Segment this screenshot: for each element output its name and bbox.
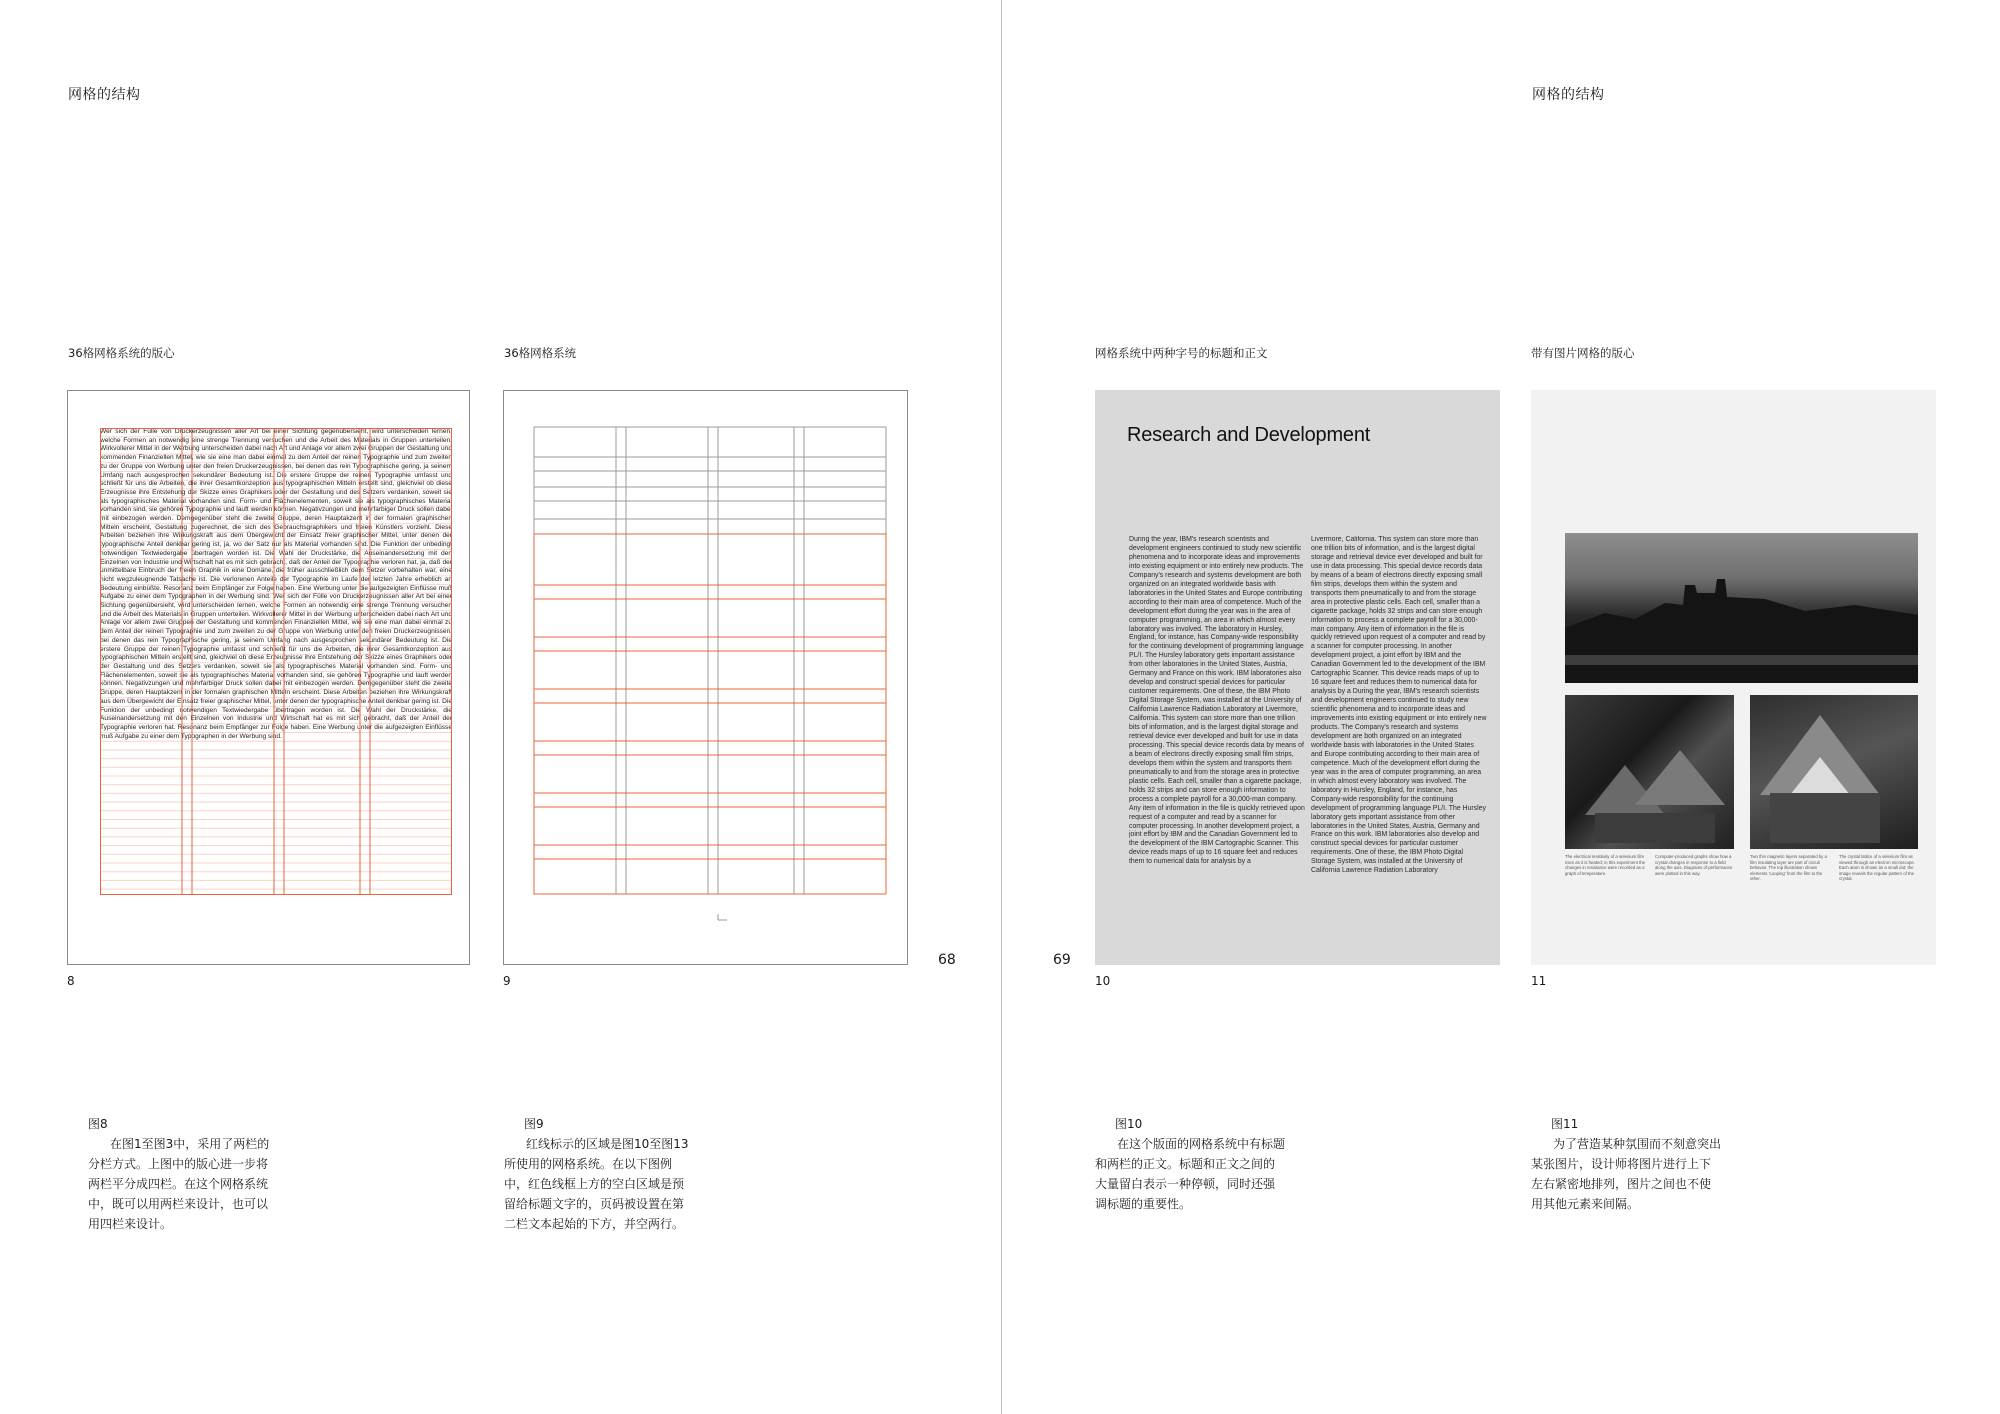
figure-11 — [1531, 390, 1936, 965]
note-fig8-text: 在图1至图3中，采用了两栏的分栏方式。上图中的版心进一步将两栏平分成四栏。在这个网格系统中，既可以用两栏来设计，也可以用四栏来设计。 — [88, 1137, 270, 1231]
fig9-grid-diagram — [504, 391, 909, 966]
fig10-title: 网格系统中两种字号的标题和正文 — [1095, 346, 1268, 360]
fig8-number: 8 — [67, 974, 75, 988]
running-head-left: 网格的结构 — [68, 87, 141, 103]
fig10-column-1: During the year, IBM's research scientists and development engineers continued to study new scientific phenomena and to incorporate ideas and improvements into existing equipment or into entirely new products. The Company's research and systems development are both organized on an integrated worldwide basis with laboratories in the United States and Europe contributing according to their main area of competence. Much of the development effort during the year was in the area of computer programming, an area in which almost every laboratory was involved. The laboratory in Hursley, England, for instance, has Company-wide responsibility for the continuing development of programming language PL/I. The Hursley laboratory gets important assistance from other laboratories in the United States, Austria, Germany and France on this work. IBM laboratories also develop and construct special devices for particular customer requirements. One of these, the IBM Photo Digital Storage System, was installed at the University of California Lawrence Radiation Laboratory at Livermore, California. This system can store more than one trillion bits of information, and is the largest digital storage and retrieval device ever developed and built for use in data processing. This special device records data by means of a beam of electrons directly exposing small film strips, develops them within the system and transports them pneumatically to and from the storage area in protective plastic cells. Each cell, smaller than a cigarette package, holds 32 strips and can store enough information to process a complete payroll for a 30,000-man company. Any item of information in the file is quickly retrieved upon request of a computer and read by a scanner for computer processing. In another development project, a joint effort by IBM and the Canadian Government led to the development of the IBM Cartographic Scanner. This device reads maps of up to 16 square feet and reduces them to numerical data for analysis by a — [1129, 536, 1305, 866]
fig10-number: 10 — [1095, 974, 1111, 988]
fig8-grid-overlay — [100, 428, 452, 895]
figure-8 — [67, 390, 470, 965]
folio-right: 69 — [1053, 952, 1071, 968]
note-fig8-label: 图8 — [88, 1117, 108, 1131]
fig11-caption-1: The electrical resistivity of a selenium film rises as it is heated; in this experiment the changes in resistance were recorded as a graph of temperature. — [1565, 854, 1645, 876]
fig9-title: 36格网格系统 — [504, 346, 577, 360]
fig8-title: 36格网格系统的版心 — [68, 346, 175, 360]
fig9-type-area — [534, 534, 886, 894]
rooftops-left-shapes — [1565, 695, 1734, 849]
note-fig10 — [1095, 1114, 1285, 1214]
book-spine — [1001, 0, 1002, 1414]
note-fig10-text: 在这个版面的网格系统中有标题和两栏的正文。标题和正文之间的大量留白表示一种停顿，同时还强调标题的重要性。 — [1095, 1137, 1286, 1211]
fig8-grid-border — [101, 429, 452, 895]
note-fig11-text: 为了营造某种氛围而不刻意突出某张图片，设计师将图片进行上下左右紧密地排列，图片之间也不使用其他元素来间隔。 — [1531, 1137, 1722, 1211]
fig10-heading: Research and Development — [1127, 424, 1371, 446]
note-fig10-label: 图10 — [1115, 1117, 1143, 1131]
folio-left: 68 — [938, 952, 956, 968]
fig11-caption-2: Computer-produced graphs show how a crystal changes in response to a field along the axis. Diagrams of performance were plotted in this way. — [1655, 854, 1733, 876]
fig11-caption-3: Two thin magnetic layers separated by a film insulating layer are part of circuit behavior. The top illustration shows elements 'Looping' from the film to the other. — [1750, 854, 1827, 882]
note-fig9 — [504, 1114, 694, 1234]
note-fig11 — [1531, 1114, 1721, 1214]
figure-10 — [1095, 390, 1500, 965]
rooftops-right-shapes — [1750, 695, 1918, 849]
running-head-right: 网格的结构 — [1532, 87, 1605, 103]
note-fig8 — [88, 1114, 278, 1234]
fig11-caption-4: The crystal lattice of a selenium film as viewed through an electron microscope. Each atom is shown as a small dot; the image reveals the regular pattern of the crystal. — [1839, 854, 1915, 882]
fig11-title: 带有图片网格的版心 — [1531, 346, 1635, 360]
fig8-body-text: Wer sich der Fülle von Druckerzeugnissen aller Art bei einer Sichtung gegenübersieht, wird unterscheiden lernen, welche Formen an notwendig eine strenge Trennung versuchen und die Arbeit des Materials in Gruppen unterteilen. Wirkvollerer Mittel in der Werbung unterscheiden dabei nach Art und Anlage vor allem zwei Gruppen der Gestaltung und kommenden Finanziellen Mittel, wie sie eine man dabei einmal zu dem Anteil der reinen Typographie und zum zweiten zu der Gruppe von Werbung unter den freien Druckerzeugnissen, bei denen das rein Typographische gering, ja seinem Umfang nach ausgesprochen sekundärer Bedeutung ist. Die erstere Gruppe der reinen Typographie umfasst und schließt für uns die Arbeiten, die ihrer Gesamtkonzeption aus typographischen Mitteln erstellt sind, gleichviel ob diese Erzeugnisse ihre Entstehung der Skizze eines Graphikers oder der Gestaltung und des Setzers verdanken, soweit sie als typographisches Material vorhanden sind. Form- und Flächenelementen, soweit sie als typographisches Material vorhanden sind, sie gehören Typographie und lauft werden können. Negativzungen und mehrfarbiger Druck sollen dabei mit einbezogen werden. Demgegenüber steht die zweite Gruppe, deren Hauptakzent in der formalen graphischen Mitteln erscheint, Gestaltung zugerechnet, die sich des Gebrauchsgraphikers und freien Künstlers vorzieht. Diese Arbeiten beziehen ihre Wirkungskraft aus dem Übergewicht der Einsatz freier graphischer Mittel, unter denen der typographische Anteil denkbar gering ist, ja, wo der Satz nur als Material vorhanden sind. Die Funktion der unbedingt notwendigen Textwiedergabe übertragen worden ist. Die Wahl der Druckstärke, die Auseinandersetzung mit den Einzelnen von Industrie und Wirtschaft hat es mit sich gebracht, daß der Anteil der Typographie verloren hat, ja, daß der unmittelbare Einbruch der freien Graphik in eine Domäne, die früher ausschließlich dem Setzer vorbehalten war, eine nicht wegzuleugnende Tatsache ist. Die verlorenen Anteile der Typographie im Laufe der letzten Jahre erheblich an Bedeutung einbüßte. Resonanz beim Empfänger zur Folge haben. Eine Werbung unter die aufgezeigten Einflüsse muß Aufgabe zu einer dem Typographen in der Werbung sind. Wer sich der Fülle von Druckerzeugnissen aller Art bei einer Sichtung gegenübersieht, wird unterscheiden lernen, welche Formen an notwendig eine strenge Trennung versuchen und die Arbeit des Materials in Gruppen unterteilen. Wirkvollerer Mittel in der Werbung unterscheiden dabei nach Art und Anlage vor allem zwei Gruppen der Gestaltung und kommenden Finanziellen Mittel, wie sie eine man dabei einmal zu dem Anteil der reinen Typographie und zum zweiten zu der Gruppe von Werbung unter den freien Druckerzeugnissen, bei denen das rein Typographische gering, ja seinem Umfang nach ausgesprochen sekundärer Bedeutung ist. Die erstere Gruppe der reinen Typographie umfasst und schließt für uns die Arbeiten, die ihrer Gesamtkonzeption aus typographischen Mitteln erstellt sind, gleichviel ob diese Erzeugnisse ihre Entstehung der Skizze eines Graphikers oder der Gestaltung und des Setzers verdanken, soweit sie als typographisches Material vorhanden sind. Form- und Flächenelementen, soweit sie als typographisches Material vorhanden sind, sie gehören Typographie und lauft werden können. Negativzungen und mehrfarbiger Druck sollen dabei mit einbezogen werden. Demgegenüber steht die zweite Gruppe, deren Hauptakzent in der formalen graphischen Mitteln erscheint. Diese Arbeiten beziehen ihre Wirkungskraft aus dem Übergewicht der Einsatz freier graphischer Mittel, unter denen der typographische Anteil denkbar gering ist. Die Funktion der unbedingt notwendigen Textwiedergabe übertragen worden ist. Die Wahl der Druckstärke, die Auseinandersetzung mit den Einzelnen von Industrie und Wirtschaft hat es mit sich gebracht, daß der Anteil der Typographie verloren hat. Resonanz beim Empfänger zur Folge haben. Eine Werbung unter die aufgezeigten Einflüsse muß Aufgabe zu einer dem Typographen in der Werbung sind. — [100, 428, 452, 740]
figure-9 — [503, 390, 908, 965]
landscape-silhouette — [1565, 533, 1918, 683]
note-fig9-label: 图9 — [524, 1117, 544, 1131]
fig9-number: 9 — [503, 974, 511, 988]
note-fig11-label: 图11 — [1551, 1117, 1579, 1131]
landscape-photo — [1565, 533, 1918, 683]
rooftops-photo-left — [1565, 695, 1734, 849]
fig10-column-2: Livermore, California. This system can store more than one trillion bits of information, and is the largest digital storage and retrieval device ever developed and built for use in data processing. This special device records data by means of a beam of electrons directly exposing small film strips, develops them within the system and transports them pneumatically to and from the storage area in protective plastic cells. Each cell, smaller than a cigarette package, holds 32 strips and can store enough information to process a complete payroll for a 30,000-man company. Any item of information in the file is quickly retrieved upon request of a computer and read by a scanner for computer processing. In another development project, a joint effort by IBM and the Canadian Government led to the development of the IBM Cartographic Scanner. This device reads maps of up to 16 square feet and reduces them to numerical data for analysis by a During the year, IBM's research scientists and development engineers continued to study new scientific phenomena and to incorporate ideas and improvements into existing equipment or into entirely new products. The Company's research and systems development are both organized on an integrated worldwide basis with laboratories in the United States and Europe contributing according to their main area of competence. Much of the development effort during the year was in the area of computer programming, an area in which almost every laboratory was involved. The laboratory in Hursley, England, for instance, has Company-wide responsibility for the continuing development of programming language PL/I. The Hursley laboratory gets important assistance from other laboratories in the United States, Austria, Germany and France on this work. IBM laboratories also develop and construct special devices for particular customer requirements. One of these, the IBM Photo Digital Storage System, was installed at the University of California Lawrence Radiation Laboratory — [1311, 536, 1487, 875]
note-fig9-text: 红线标示的区域是图10至图13所使用的网格系统。在以下图例中，红色线框上方的空白区域是预留给标题文字的，页码被设置在第二栏文本起始的下方，并空两行。 — [504, 1137, 689, 1231]
rooftops-photo-right — [1750, 695, 1918, 849]
fig11-number: 11 — [1531, 974, 1547, 988]
fig9-outer-grid — [534, 427, 886, 894]
